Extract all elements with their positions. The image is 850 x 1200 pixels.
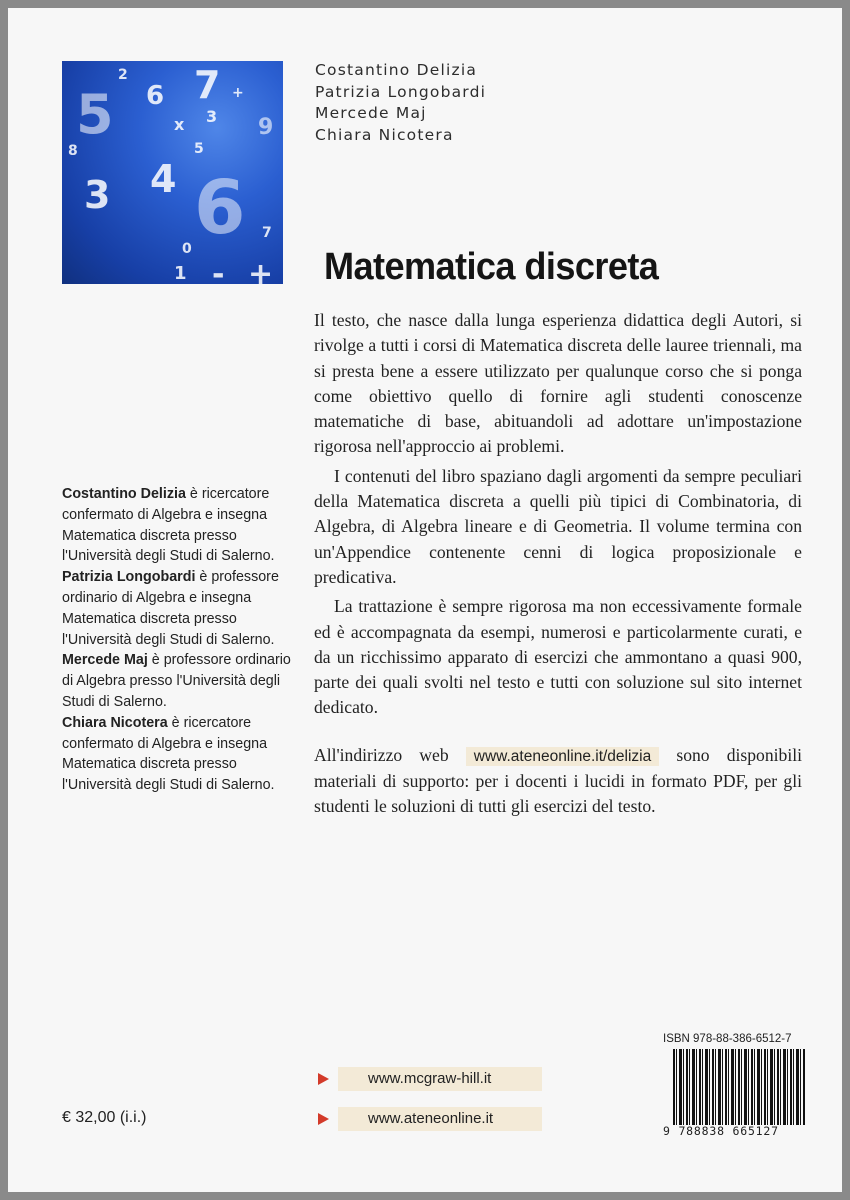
cover-digit: 5 — [194, 141, 204, 157]
author-bio — [62, 567, 298, 650]
arrow-right-icon — [318, 1073, 329, 1085]
cover-digit: 8 — [68, 143, 78, 159]
companion-site-url: www.ateneonline.it/delizia — [466, 747, 660, 766]
description-paragraph: Il testo, che nasce dalla lunga esperienza didattica degli Autori, si rivolge a tutti i corsi di Matematica discreta delle lauree triennali, ma si presta bene a essere utilizzato per qualunque corso che si ponga come obiettivo quello di fornire agli studenti conoscenze matematiche di base, abituandoli ad adottare un'impostazione rigorosa nell'approccio ai problemi. — [314, 310, 802, 457]
bio-author-name: Patrizia Longobardi — [62, 569, 196, 586]
cover-digit: 3 — [84, 173, 111, 217]
author-bio — [62, 484, 298, 567]
cover-digit: 7 — [262, 225, 272, 241]
web-text-after: sono disponibili materiali di supporto: per i docenti i lucidi in formato PDF, per gli studenti le soluzioni di tutti gli esercizi del testo. — [314, 744, 803, 817]
bio-author-name: Costantino Delizia — [62, 486, 186, 502]
author-bio — [62, 713, 298, 796]
bio-text: è ricercatore confermato di Algebra e insegna Matematica discreta presso l'Università degli Studi di Salerno. — [62, 486, 275, 565]
cover-digit: x — [174, 115, 185, 134]
barcode-number: 9 788838 665127 — [663, 1124, 779, 1138]
cover-digit: 3 — [206, 107, 218, 126]
bio-text: è professore ordinario di Algebra e insegna Matematica discreta presso l'Università degli Studi di Salerno. — [62, 569, 279, 648]
isbn-label: ISBN 978-88-386-6512-7 — [663, 1033, 792, 1045]
author-bios — [62, 484, 298, 796]
bio-text: è ricercatore confermato di Algebra e insegna Matematica discreta presso l'Università degli Studi di Salerno. — [62, 714, 275, 794]
bio-text: è professore ordinario di Algebra presso l'Università degli Studi di Salerno. — [62, 652, 291, 710]
cover-digit: 2 — [118, 67, 128, 83]
web-resources-paragraph — [314, 743, 802, 820]
web-text-before: All'indirizzo web — [314, 744, 466, 765]
author-bio — [62, 650, 298, 712]
cover-digit: 9 — [258, 115, 274, 140]
book-title: Matematica discreta — [324, 246, 659, 288]
cover-digit: 5 — [76, 83, 114, 146]
arrow-right-icon — [318, 1113, 329, 1125]
description-paragraph: I contenuti del libro spaziano dagli argomenti da sempre peculiari della Matematica discreta a quelli più tipici di Combinatoria, di Algebra, di Algebra lineare e di Geometria. Il volume termina con un'Appendice contenente cenni di logica proposizionale e predicativa. — [314, 465, 802, 587]
cover-digit: 0 — [182, 241, 192, 257]
publisher-link: www.mcgraw-hill.it — [338, 1067, 542, 1091]
author-name: Patrizia Longobardi — [315, 82, 487, 101]
bio-author-name: Chiara Nicotera — [62, 714, 168, 731]
author-list — [315, 60, 575, 146]
cover-digit: + — [232, 85, 244, 101]
cover-thumbnail — [62, 61, 283, 284]
cover-digit: 1 — [174, 263, 187, 284]
author-name: Costantino Delizia — [315, 61, 478, 79]
publisher-link: www.ateneonline.it — [338, 1107, 542, 1131]
cover-digit: + — [248, 257, 274, 284]
cover-digit: 4 — [150, 157, 177, 201]
author-name: Mercede Maj — [315, 104, 427, 122]
price-label: € 32,00 (i.i.) — [62, 1109, 147, 1126]
book-back-cover — [8, 8, 842, 1192]
description — [314, 308, 802, 824]
cover-digit: 6 — [194, 165, 246, 251]
cover-digit: - — [212, 257, 225, 284]
bio-author-name: Mercede Maj — [62, 652, 148, 669]
author-name: Chiara Nicotera — [315, 125, 454, 144]
cover-digit: 6 — [146, 81, 165, 111]
description-paragraph: La trattazione è sempre rigorosa ma non eccessivamente formale ed è accompagnata da esempi, numerosi e particolarmente curati, e da un ricchissimo apparato di esercizi che ammontano a quasi 900, parte dei quali svolti nel testo e tutti con soluzione sul sito internet dedicato. — [314, 596, 802, 718]
cover-digit: 7 — [194, 63, 221, 107]
barcode-icon — [673, 1049, 805, 1125]
